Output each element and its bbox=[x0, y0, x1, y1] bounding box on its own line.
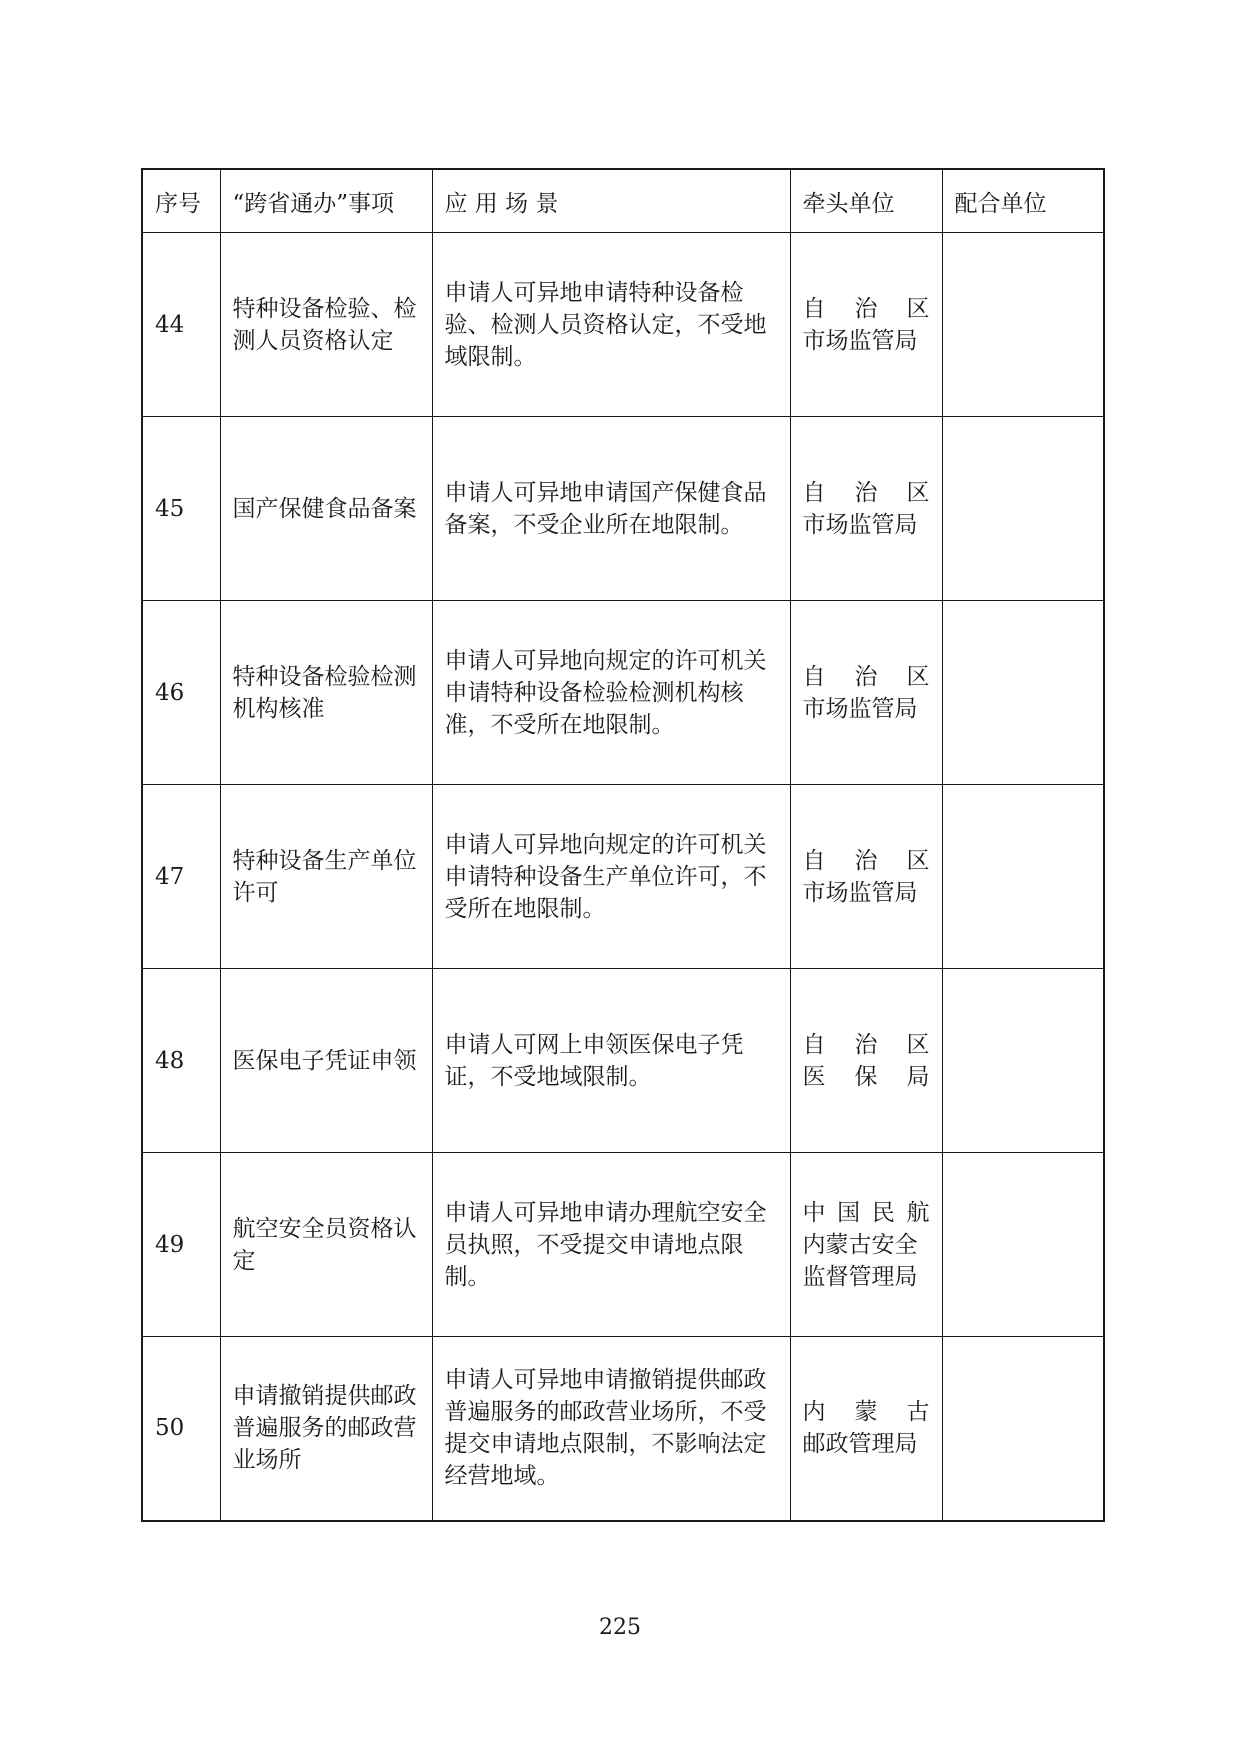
lead-unit-line: 自 治 区 bbox=[802, 479, 930, 506]
row-number: 50 bbox=[142, 1337, 220, 1521]
table-row bbox=[142, 601, 1104, 785]
lead-unit-line: 市场监管局 bbox=[802, 511, 918, 538]
row-number: 44 bbox=[142, 233, 220, 417]
header-cell-number: 序号 bbox=[142, 169, 220, 233]
lead-unit-line: 自 治 区 bbox=[802, 295, 930, 322]
document-table bbox=[141, 168, 1105, 1522]
row-number: 49 bbox=[142, 1153, 220, 1337]
row-lead-unit bbox=[790, 1153, 942, 1337]
table-row bbox=[142, 233, 1104, 417]
row-number: 46 bbox=[142, 601, 220, 785]
table-row bbox=[142, 1337, 1104, 1521]
row-scenario: 申请人可网上申领医保电子凭证，不受地域限制。 bbox=[432, 969, 790, 1153]
row-number: 47 bbox=[142, 785, 220, 969]
row-scenario: 申请人可异地向规定的许可机关申请特种设备生产单位许可，不受所在地限制。 bbox=[432, 785, 790, 969]
lead-unit-line: 监督管理局 bbox=[802, 1263, 918, 1290]
table-row bbox=[142, 785, 1104, 969]
row-number: 45 bbox=[142, 417, 220, 601]
lead-unit-line: 市场监管局 bbox=[802, 879, 918, 906]
lead-unit-line: 市场监管局 bbox=[802, 695, 918, 722]
header-cell-scenario: 应 用 场 景 bbox=[432, 169, 790, 233]
row-partner-unit bbox=[942, 233, 1104, 417]
row-partner-unit bbox=[942, 969, 1104, 1153]
header-row bbox=[142, 169, 1104, 233]
lead-unit-line: 市场监管局 bbox=[802, 327, 918, 354]
lead-unit-line: 自 治 区 bbox=[802, 1031, 930, 1058]
row-number: 48 bbox=[142, 969, 220, 1153]
row-item: 特种设备生产单位许可 bbox=[220, 785, 432, 969]
lead-unit-line: 中国民航 bbox=[802, 1199, 930, 1226]
table-header bbox=[142, 169, 1104, 233]
page-number: 225 bbox=[599, 1615, 641, 1640]
row-item: 国产保健食品备案 bbox=[220, 417, 432, 601]
lead-unit-line: 自 治 区 bbox=[802, 663, 930, 690]
row-item: 航空安全员资格认定 bbox=[220, 1153, 432, 1337]
row-lead-unit bbox=[790, 417, 942, 601]
header-cell-item: “跨省通办”事项 bbox=[220, 169, 432, 233]
row-partner-unit bbox=[942, 601, 1104, 785]
row-item: 医保电子凭证申领 bbox=[220, 969, 432, 1153]
lead-unit-line: 医 保 局 bbox=[802, 1063, 930, 1090]
row-item: 特种设备检验检测机构核准 bbox=[220, 601, 432, 785]
lead-unit-line: 自 治 区 bbox=[802, 847, 930, 874]
row-scenario: 申请人可异地申请特种设备检验、检测人员资格认定，不受地域限制。 bbox=[432, 233, 790, 417]
table-body bbox=[142, 233, 1104, 1521]
row-partner-unit bbox=[942, 785, 1104, 969]
row-scenario: 申请人可异地申请办理航空安全员执照，不受提交申请地点限制。 bbox=[432, 1153, 790, 1337]
header-cell-partner-unit: 配合单位 bbox=[942, 169, 1104, 233]
table-row bbox=[142, 1153, 1104, 1337]
row-lead-unit bbox=[790, 601, 942, 785]
lead-unit-line: 内蒙古安全 bbox=[802, 1231, 918, 1258]
row-lead-unit bbox=[790, 233, 942, 417]
row-scenario: 申请人可异地申请国产保健食品备案，不受企业所在地限制。 bbox=[432, 417, 790, 601]
row-partner-unit bbox=[942, 1153, 1104, 1337]
row-item: 申请撤销提供邮政普遍服务的邮政营业场所 bbox=[220, 1337, 432, 1521]
row-lead-unit bbox=[790, 969, 942, 1153]
row-partner-unit bbox=[942, 417, 1104, 601]
row-lead-unit bbox=[790, 785, 942, 969]
table-row bbox=[142, 969, 1104, 1153]
row-partner-unit bbox=[942, 1337, 1104, 1521]
header-cell-lead-unit: 牵头单位 bbox=[790, 169, 942, 233]
row-lead-unit bbox=[790, 1337, 942, 1521]
row-scenario: 申请人可异地申请撤销提供邮政普遍服务的邮政营业场所，不受提交申请地点限制，不影响法定经营地域。 bbox=[432, 1337, 790, 1521]
lead-unit-line: 邮政管理局 bbox=[802, 1431, 918, 1458]
row-scenario: 申请人可异地向规定的许可机关申请特种设备检验检测机构核准，不受所在地限制。 bbox=[432, 601, 790, 785]
lead-unit-line: 内 蒙 古 bbox=[802, 1399, 930, 1426]
table-row bbox=[142, 417, 1104, 601]
row-item: 特种设备检验、检测人员资格认定 bbox=[220, 233, 432, 417]
